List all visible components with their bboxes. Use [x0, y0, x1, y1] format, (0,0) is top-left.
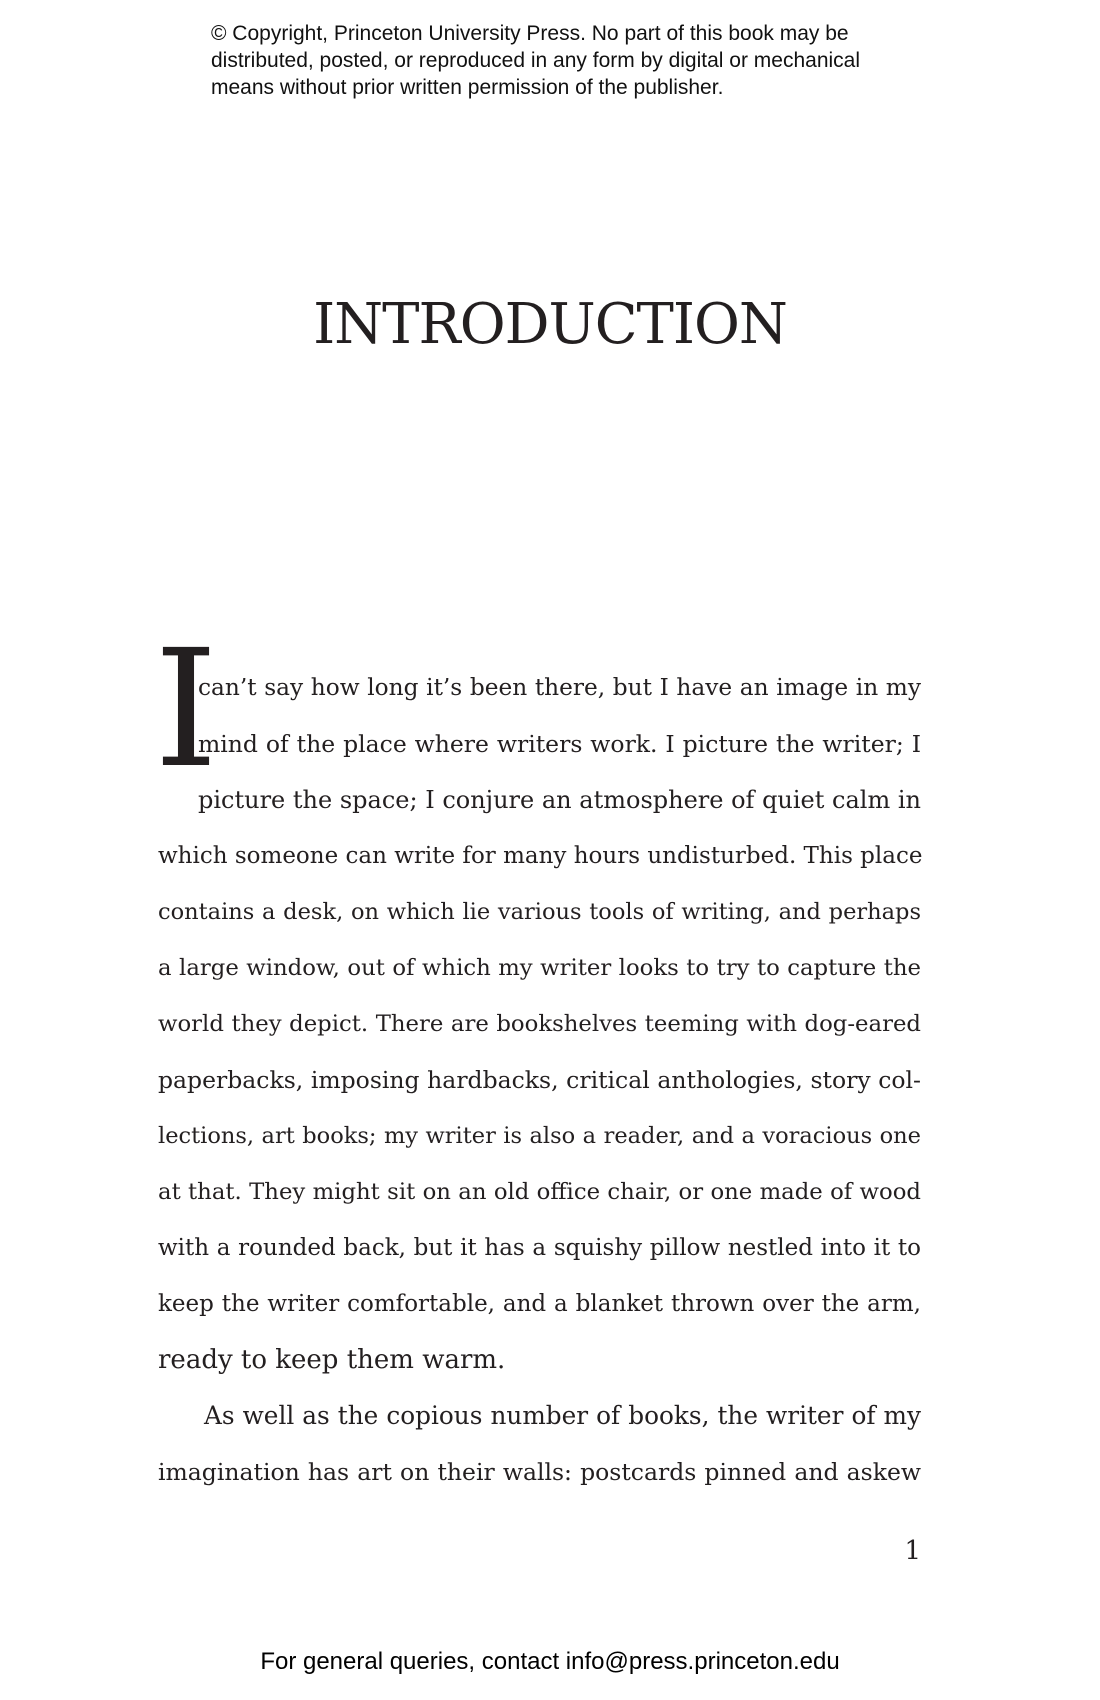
text-line: mind of the place where writers work. I picture the writer; I — [198, 730, 921, 758]
text-line: at that. They might sit on an old office chair, or one made of wood — [158, 1179, 921, 1205]
body-text — [158, 660, 921, 1500]
text-line: As well as the copious number of books, the writer of my — [204, 1401, 921, 1430]
text-line: paperbacks, imposing hardbacks, critical anthologies, story col- — [158, 1066, 921, 1094]
text-line: a large window, out of which my writer looks to try to capture the — [158, 955, 921, 981]
text-line: world they depict. There are bookshelves teeming with dog-eared — [158, 1011, 921, 1037]
copyright-line: © Copyright, Princeton University Press. No part of this book may be — [211, 22, 849, 45]
paragraph — [158, 1388, 921, 1500]
text-line: contains a desk, on which lie various tools of writing, and perhaps — [158, 899, 921, 925]
text-line: with a rounded back, but it has a squishy pillow nestled into it to — [158, 1235, 921, 1261]
page-number: 1 — [904, 1536, 921, 1566]
drop-cap-letter: I — [154, 616, 218, 804]
text-line: picture the space; I conjure an atmosphere of quiet calm in — [198, 786, 921, 814]
text-line: can’t say how long it’s been there, but I have an image in my — [198, 674, 921, 701]
copyright-notice — [211, 20, 911, 101]
text-line: lections, art books; my writer is also a reader, and a voracious one — [158, 1123, 921, 1149]
chapter-title: INTRODUCTION — [313, 292, 787, 357]
footer-contact: For general queries, contact info@press.princeton.edu — [260, 1648, 840, 1675]
text-line: which someone can write for many hours undisturbed. This place — [158, 843, 923, 869]
text-line: keep the writer comfortable, and a blanket thrown over the arm, — [158, 1291, 921, 1317]
copyright-line: means without prior written permission of the publisher. — [211, 76, 724, 99]
text-line: ready to keep them warm. — [158, 1345, 506, 1375]
paragraph — [158, 660, 921, 1388]
copyright-line: distributed, posted, or reproduced in any form by digital or mechanical — [211, 49, 861, 72]
text-line: imagination has art on their walls: postcards pinned and askew — [158, 1458, 921, 1486]
